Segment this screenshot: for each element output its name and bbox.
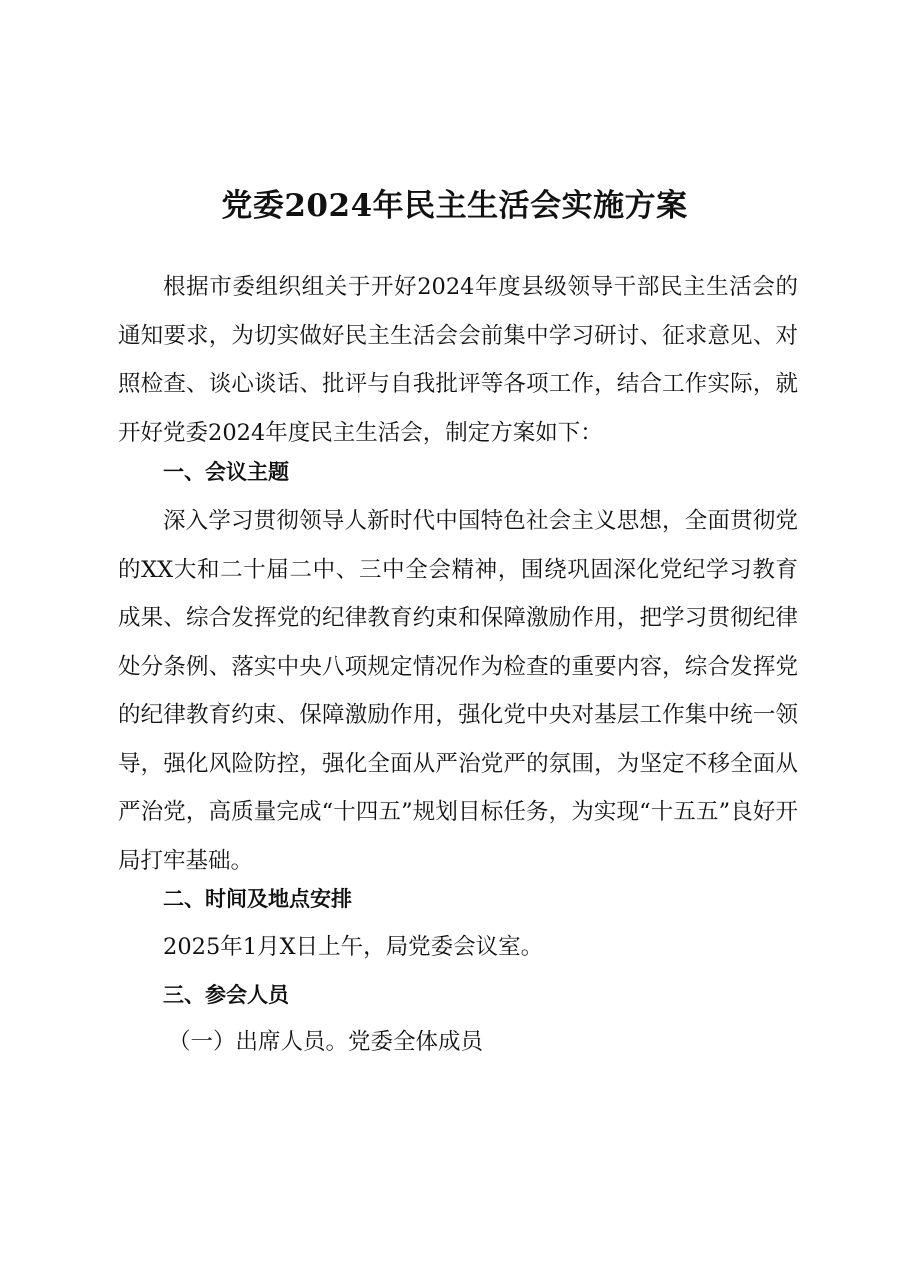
theme-paragraph: 深入学习贯彻领导人新时代中国特色社会主义思想，全面贯彻党的XX大和二十届二中、三中全会精神，围绕巩固深化党纪学习教育成果、综合发挥党的纪律教育约束和保障激励作用，把学习贯彻纪律处分条例、落实中央八项规定情况作为检查的重要内容，综合发挥党的纪律教育约束、保障激励作用，强化党中央对基层工作集中统一领导，强化风险防控，强化全面从严治党严的氛围，为坚定不移全面从严治党，高质量完成“十四五”规划目标任务，为实现“十五五”良好开局打牢基础。 [118, 508, 798, 874]
time-place-text: 2025年1月X日上午，局党委会议室。 [163, 934, 544, 960]
section-heading-time-place: 二、时间及地点安排 [163, 887, 352, 911]
section-heading-theme: 一、会议主题 [163, 460, 289, 484]
attendees-text: （一）出席人员。党委全体成员 [168, 1029, 484, 1055]
section-heading-attendees: 三、参会人员 [163, 983, 289, 1007]
document-title: 党委2024年民主生活会实施方案 [221, 188, 688, 224]
intro-paragraph-block [118, 263, 798, 457]
intro-paragraph: 根据市委组织组关于开好2024年度县级领导干部民主生活会的通知要求，为切实做好民主生活会会前集中学习研讨、征求意见、对照检查、谈心谈话、批评与自我批评等各项工作，结合工作实际，就开好党委2024年度民主生活会，制定方案如下： [118, 274, 798, 446]
theme-paragraph-block [118, 497, 798, 885]
